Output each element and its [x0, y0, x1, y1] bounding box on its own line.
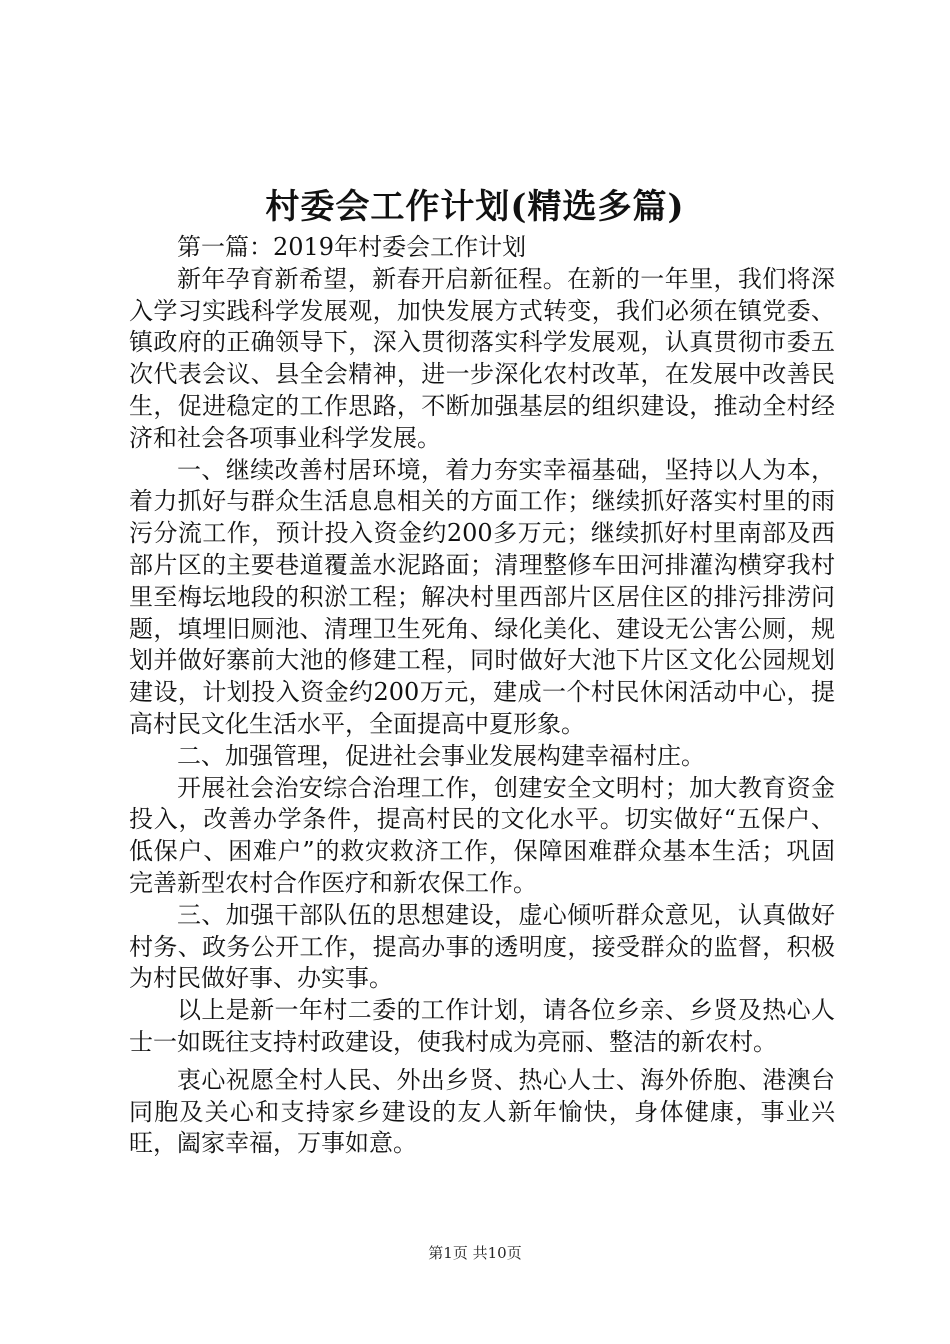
paragraph-greeting: 衷心祝愿全村人民、外出乡贤、热心人士、海外侨胞、港澳台同胞及关心和支持家乡建设的友人新年愉快，身体健康，事业兴旺，阖家幸福，万事如意。 — [129, 1065, 835, 1158]
paragraph-item-two-body: 开展社会治安综合治理工作，创建安全文明村；加大教育资金投入，改善办学条件，提高村民的文化水平。切实做好“五保户、低保户、困难户”的救灾救济工作，保障困难群众基本生活；巩固完善新型农村合作医疗和新农保工作。 — [129, 773, 835, 897]
document-body — [129, 232, 835, 1160]
paragraph-item-one: 一、继续改善村居环境，着力夯实幸福基础，坚持以人为本，着力抓好与群众生活息息相关的方面工作；继续抓好落实村里的雨污分流工作，预计投入资金约200多万元；继续抓好村里南部及西部片区的主要巷道覆盖水泥路面；清理整修车田河排灌沟横穿我村里至梅坛地段的积淤工程；解决村里西部片区居住区的排污排涝问题，填埋旧厕池、清理卫生死角、绿化美化、建设无公害公厕，规划并做好寨前大池的修建工程，同时做好大池下片区文化公园规划建设，计划投入资金约200万元，建成一个村民休闲活动中心，提高村民文化生活水平，全面提高中夏形象。 — [129, 455, 835, 738]
paragraph-intro: 新年孕育新希望，新春开启新征程。在新的一年里，我们将深入学习实践科学发展观，加快发展方式转变，我们必须在镇党委、镇政府的正确领导下，深入贯彻落实科学发展观，认真贯彻市委五次代表会议、县全会精神，进一步深化农村改革，在发展中改善民生，促进稳定的工作思路，不断加强基层的组织建设，推动全村经济和社会各项事业科学发展。 — [129, 264, 835, 452]
document-title: 村委会工作计划(精选多篇) — [265, 187, 685, 227]
paragraph-item-two-heading: 二、加强管理，促进社会事业发展构建幸福村庄。 — [177, 741, 705, 770]
page-indicator: 第1页 共10页 — [428, 1244, 522, 1262]
paragraph-conclusion: 以上是新一年村二委的工作计划，请各位乡亲、乡贤及热心人士一如既往支持村政建设，使我村成为亮丽、整洁的新农村。 — [129, 996, 835, 1056]
paragraph-item-three: 三、加强干部队伍的思想建设，虚心倾听群众意见，认真做好村务、政务公开工作，提高办事的透明度，接受群众的监督，积极为村民做好事、办实事。 — [129, 900, 835, 993]
section-heading: 第一篇：2019年村委会工作计划 — [177, 233, 527, 261]
